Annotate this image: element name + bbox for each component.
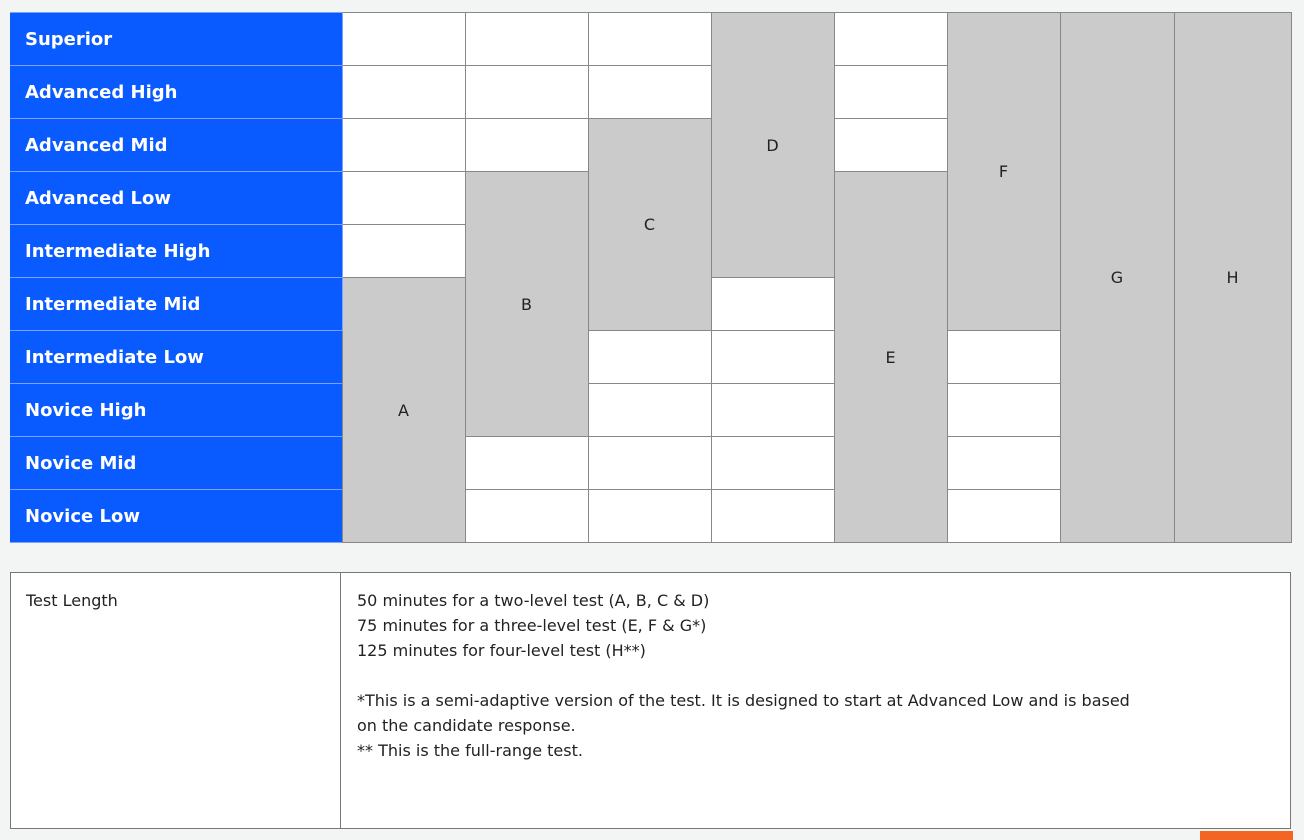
level-label: Superior	[10, 13, 342, 66]
empty-cell	[465, 66, 588, 119]
empty-cell	[711, 278, 834, 331]
empty-cell	[342, 172, 465, 225]
test-length-line: 75 minutes for a three-level test (E, F & G*)	[357, 616, 707, 635]
level-label: Intermediate Low	[10, 331, 342, 384]
level-label: Advanced Low	[10, 172, 342, 225]
empty-cell	[947, 490, 1060, 543]
level-label: Intermediate High	[10, 225, 342, 278]
empty-cell	[465, 13, 588, 66]
level-label: Novice Mid	[10, 437, 342, 490]
test-length-row	[11, 573, 1291, 829]
test-range-f: F	[947, 13, 1060, 331]
empty-cell	[711, 437, 834, 490]
test-levels-table	[10, 12, 1292, 543]
empty-cell	[465, 437, 588, 490]
level-label: Novice Low	[10, 490, 342, 543]
empty-cell	[711, 384, 834, 437]
spacer	[357, 663, 1275, 688]
empty-cell	[588, 66, 711, 119]
empty-cell	[588, 384, 711, 437]
test-length-line: 125 minutes for four-level test (H**)	[357, 641, 646, 660]
empty-cell	[465, 490, 588, 543]
empty-cell	[947, 331, 1060, 384]
level-label: Advanced High	[10, 66, 342, 119]
empty-cell	[834, 66, 947, 119]
empty-cell	[834, 119, 947, 172]
empty-cell	[947, 437, 1060, 490]
level-label: Novice High	[10, 384, 342, 437]
test-length-details	[341, 573, 1291, 829]
test-range-e: E	[834, 172, 947, 543]
footnote-line: ** This is the full-range test.	[357, 741, 583, 760]
level-label: Intermediate Mid	[10, 278, 342, 331]
test-length-table	[10, 572, 1291, 829]
test-length-label: Test Length	[11, 573, 341, 829]
footnote-line: on the candidate response.	[357, 716, 576, 735]
test-range-g: G	[1060, 13, 1174, 543]
test-range-c: C	[588, 119, 711, 331]
footnote-line: *This is a semi-adaptive version of the test. It is designed to start at Advanced Low and is based	[357, 691, 1130, 710]
empty-cell	[588, 331, 711, 384]
empty-cell	[342, 119, 465, 172]
test-length-line: 50 minutes for a two-level test (A, B, C & D)	[357, 591, 710, 610]
empty-cell	[588, 490, 711, 543]
test-range-b: B	[465, 172, 588, 437]
empty-cell	[947, 384, 1060, 437]
empty-cell	[342, 225, 465, 278]
empty-cell	[588, 13, 711, 66]
test-range-a: A	[342, 278, 465, 543]
levels-table-body	[10, 13, 1291, 543]
empty-cell	[588, 437, 711, 490]
empty-cell	[834, 13, 947, 66]
test-range-h: H	[1174, 13, 1291, 543]
level-row	[10, 13, 1291, 66]
empty-cell	[711, 490, 834, 543]
level-label: Advanced Mid	[10, 119, 342, 172]
empty-cell	[342, 13, 465, 66]
empty-cell	[711, 331, 834, 384]
empty-cell	[465, 119, 588, 172]
accent-tab	[1200, 831, 1293, 840]
test-range-d: D	[711, 13, 834, 278]
empty-cell	[342, 66, 465, 119]
